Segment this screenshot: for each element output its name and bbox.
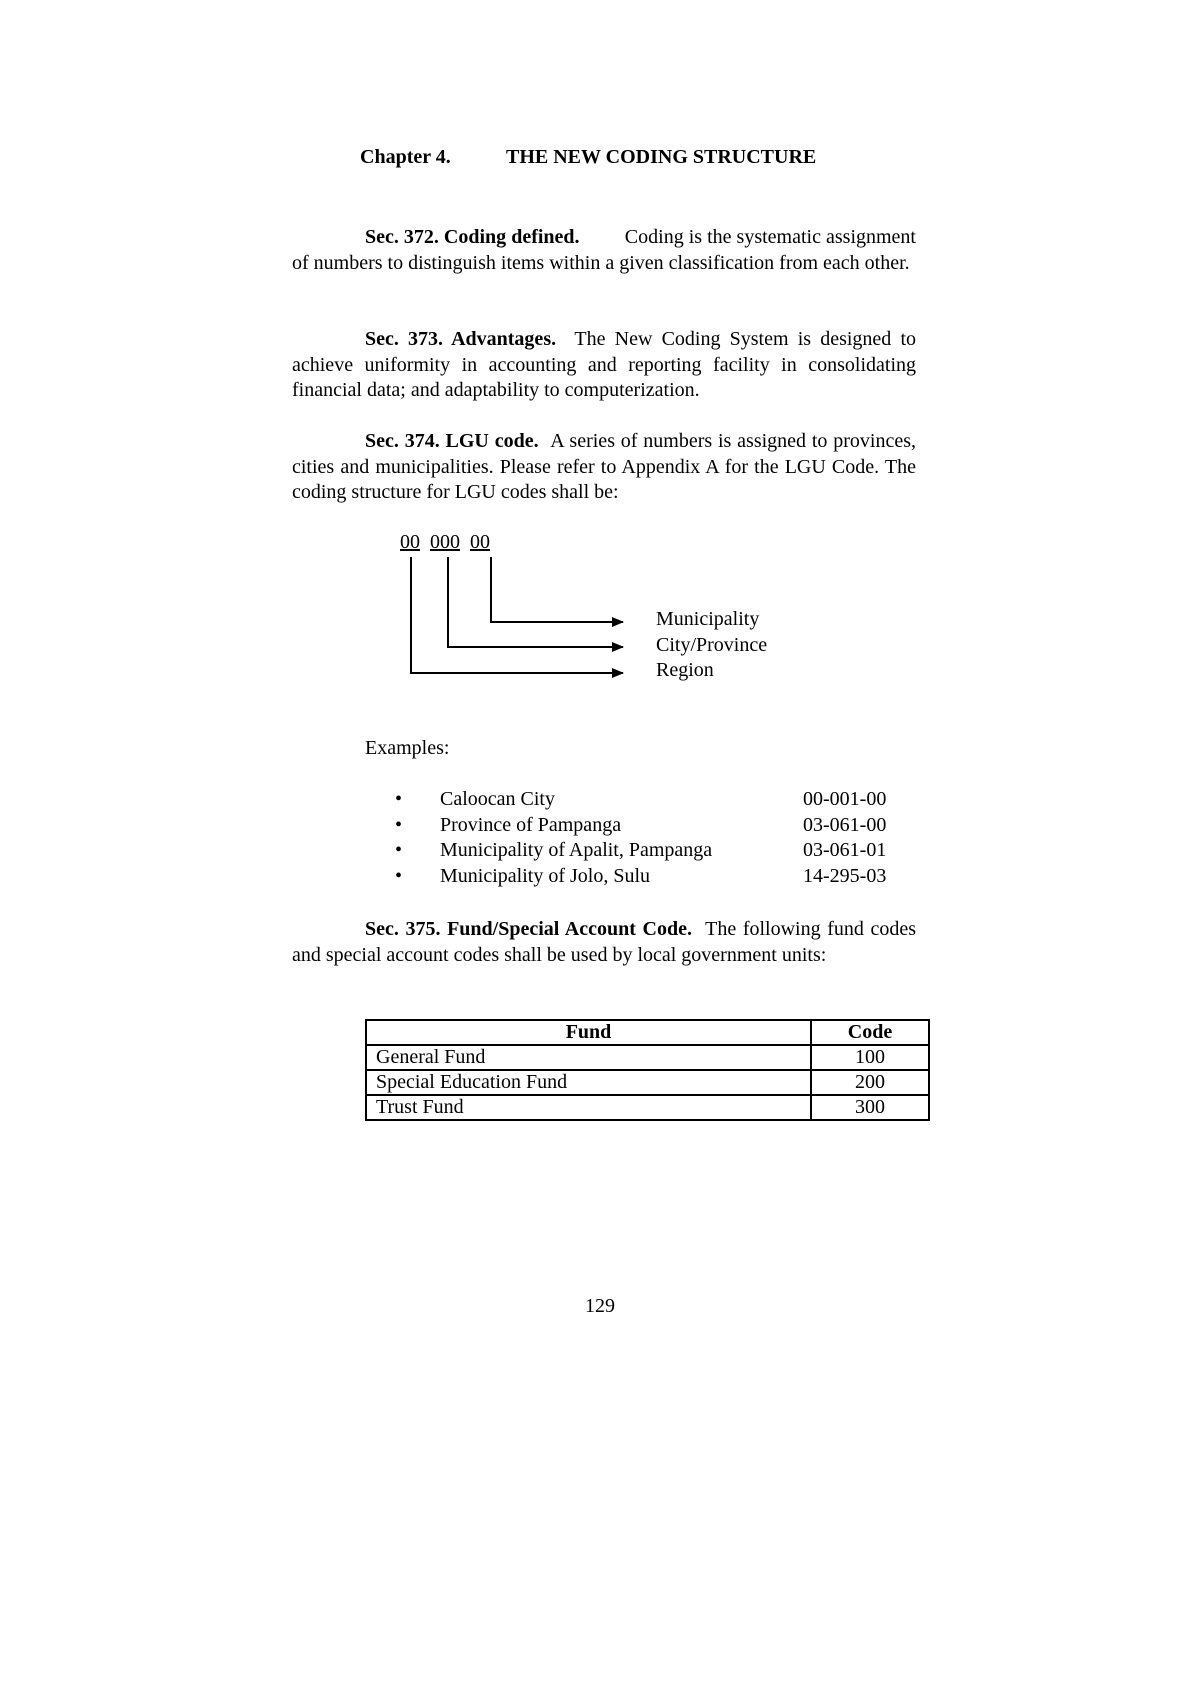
list-item [395, 865, 915, 891]
arrow-city-province [448, 557, 623, 647]
example-name: Caloocan City [440, 788, 555, 810]
example-code: 00-001-00 [803, 788, 887, 810]
chapter-number: Chapter 4. [360, 146, 451, 168]
section-375-body: The following fund codes and special account codes shall be used by local government units: [292, 918, 916, 966]
fund-name: Special Education Fund [366, 1070, 811, 1095]
fund-name: Trust Fund [366, 1095, 811, 1120]
section-374-body: A series of numbers is assigned to provinces, cities and municipalities. Please refer to Appendix A for the LGU Code. The coding structure for LGU codes shall be: [292, 430, 917, 503]
code-segment-region: 00 [400, 531, 420, 553]
code-segment-municipality: 00 [470, 531, 490, 553]
table-header-row [366, 1020, 929, 1045]
fund-code: 200 [811, 1070, 929, 1095]
list-item [395, 814, 915, 840]
fund-code-table [365, 1019, 930, 1121]
column-header-fund: Fund [366, 1020, 811, 1045]
section-373-body: The New Coding System is designed to achieve uniformity in accounting and reporting facility in consolidating financial data; and adaptability to computerization. [292, 328, 916, 401]
section-374-heading: Sec. 374. LGU code. [365, 430, 539, 452]
list-item [395, 839, 915, 865]
section-372-body: Coding is the systematic assignment of numbers to distinguish items within a given classification from each other. [292, 226, 916, 274]
table-row [366, 1045, 929, 1070]
page-number: 129 [585, 1295, 615, 1317]
bullet-icon: • [395, 788, 403, 810]
examples-heading: Examples: [365, 737, 450, 759]
bullet-icon: • [395, 813, 403, 836]
table-row [366, 1070, 929, 1095]
example-code: 03-061-01 [803, 839, 887, 861]
label-municipality: Municipality [656, 608, 760, 630]
chapter-title: THE NEW CODING STRUCTURE [506, 146, 817, 168]
examples-list [395, 788, 915, 890]
arrow-municipality [491, 557, 623, 622]
section-372-heading: Sec. 372. Coding defined. [365, 226, 580, 248]
section-375 [292, 917, 916, 968]
example-code: 14-295-03 [803, 864, 887, 887]
example-name: Municipality of Apalit, Pampanga [440, 839, 713, 861]
label-city-province: City/Province [656, 634, 768, 656]
fund-name: General Fund [366, 1045, 811, 1070]
fund-code: 300 [811, 1095, 929, 1120]
list-item [395, 788, 915, 814]
column-header-code: Code [811, 1020, 929, 1045]
table-row [366, 1095, 929, 1120]
arrow-region [411, 557, 623, 673]
bullet-icon: • [395, 839, 403, 861]
bullet-icon: • [395, 864, 403, 887]
example-name: Province of Pampanga [440, 813, 622, 836]
example-code: 03-061-00 [803, 813, 887, 836]
label-region: Region [656, 659, 714, 681]
code-segment-province: 000 [430, 531, 460, 553]
fund-code: 100 [811, 1045, 929, 1070]
section-373-heading: Sec. 373. Advantages. [365, 328, 557, 350]
example-name: Municipality of Jolo, Sulu [440, 864, 650, 887]
section-375-heading: Sec. 375. Fund/Special Account Code. [365, 918, 692, 940]
